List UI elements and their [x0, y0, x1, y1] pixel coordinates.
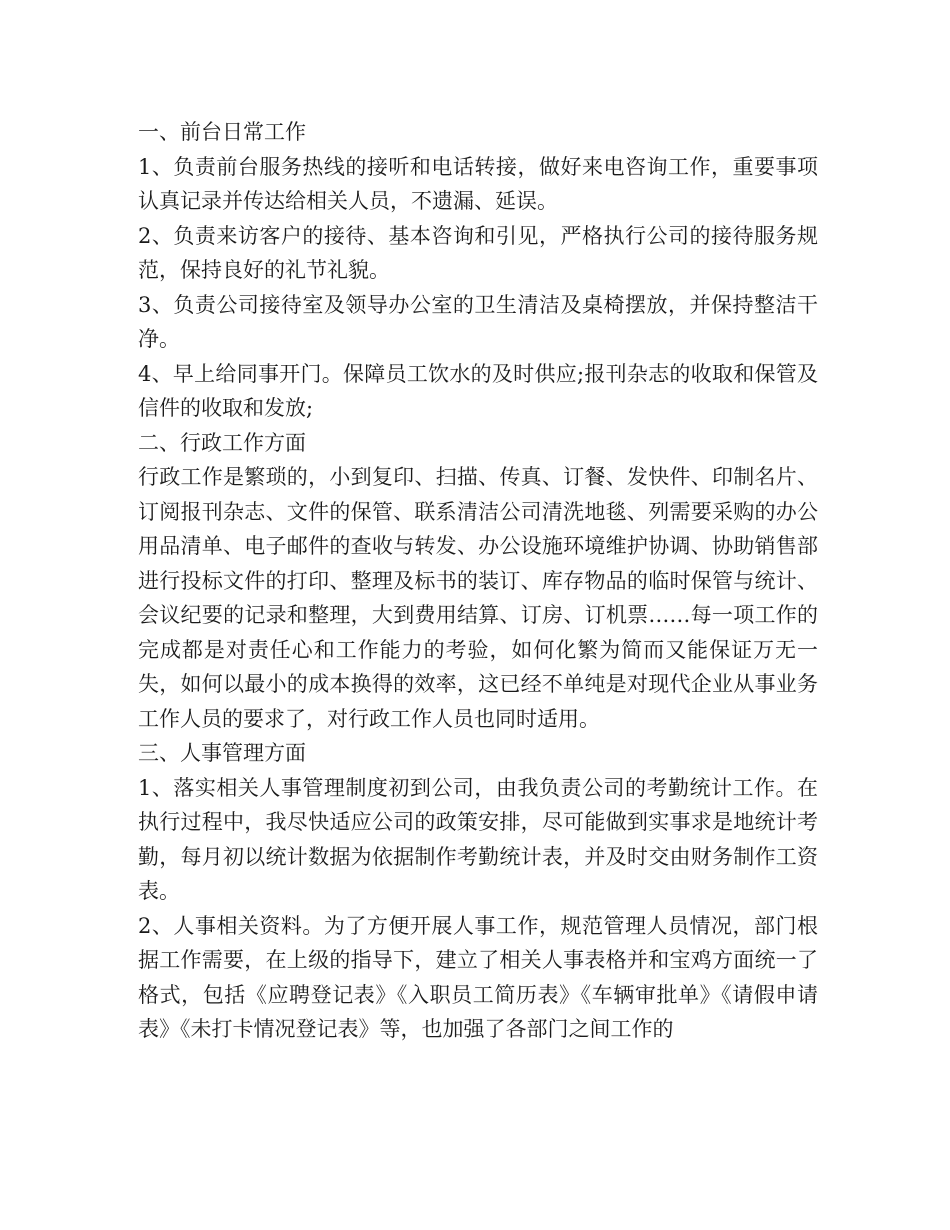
- section-heading-hr: 三、人事管理方面: [138, 741, 306, 765]
- document-page: [138, 115, 818, 1047]
- hr-item-2: 2、人事相关资料。为了方便开展人事工作，规范管理人员情况，部门根据工作需要，在上级的指导下，建立了相关人事表格并和宝鸡方面统一了格式，包括《应聘登记表》《入职员工简历表》《车辆审批单》《请假申请表》《未打卡情况登记表》等，也加强了各部门之间工作的: [138, 913, 818, 1041]
- administration-paragraph: 行政工作是繁琐的，小到复印、扫描、传真、订餐、发快件、印制名片、订阅报刊杂志、文件的保管、联系清洁公司清洗地毯、列需要采购的办公用品清单、电子邮件的查收与转发、办公设施环境维护协调、协助销售部进行投标文件的打印、整理及标书的装订、库存物品的临时保管与统计、会议纪要的记录和整理，大到费用结算、订房、订机票……每一项工作的完成都是对责任心和工作能力的考验，如何化繁为简而又能保证万无一失，如何以最小的成本换得的效率，这已经不单纯是对现代企业从事业务工作人员的要求了，对行政工作人员也同时适用。: [138, 465, 818, 731]
- front-desk-item-4: 4、早上给同事开门。保障员工饮水的及时供应;报刊杂志的收取和保管及信件的收取和发放;: [138, 361, 818, 420]
- front-desk-item-1: 1、负责前台服务热线的接听和电话转接，做好来电咨询工作，重要事项认真记录并传达给相关人员，不遗漏、延误。: [138, 154, 818, 213]
- front-desk-item-2: 2、负责来访客户的接待、基本咨询和引见，严格执行公司的接待服务规范，保持良好的礼节礼貌。: [138, 223, 818, 282]
- hr-item-1: 1、落实相关人事管理制度初到公司，由我负责公司的考勤统计工作。在执行过程中，我尽快适应公司的政策安排，尽可能做到实事求是地统计考勤，每月初以统计数据为依据制作考勤统计表，并及时交由财务制作工资表。: [138, 775, 818, 903]
- section-heading-administration: 二、行政工作方面: [138, 430, 306, 455]
- section-heading-front-desk: 一、前台日常工作: [138, 120, 306, 144]
- front-desk-item-3: 3、负责公司接待室及领导办公室的卫生清洁及桌椅摆放，并保持整洁干净。: [138, 292, 818, 351]
